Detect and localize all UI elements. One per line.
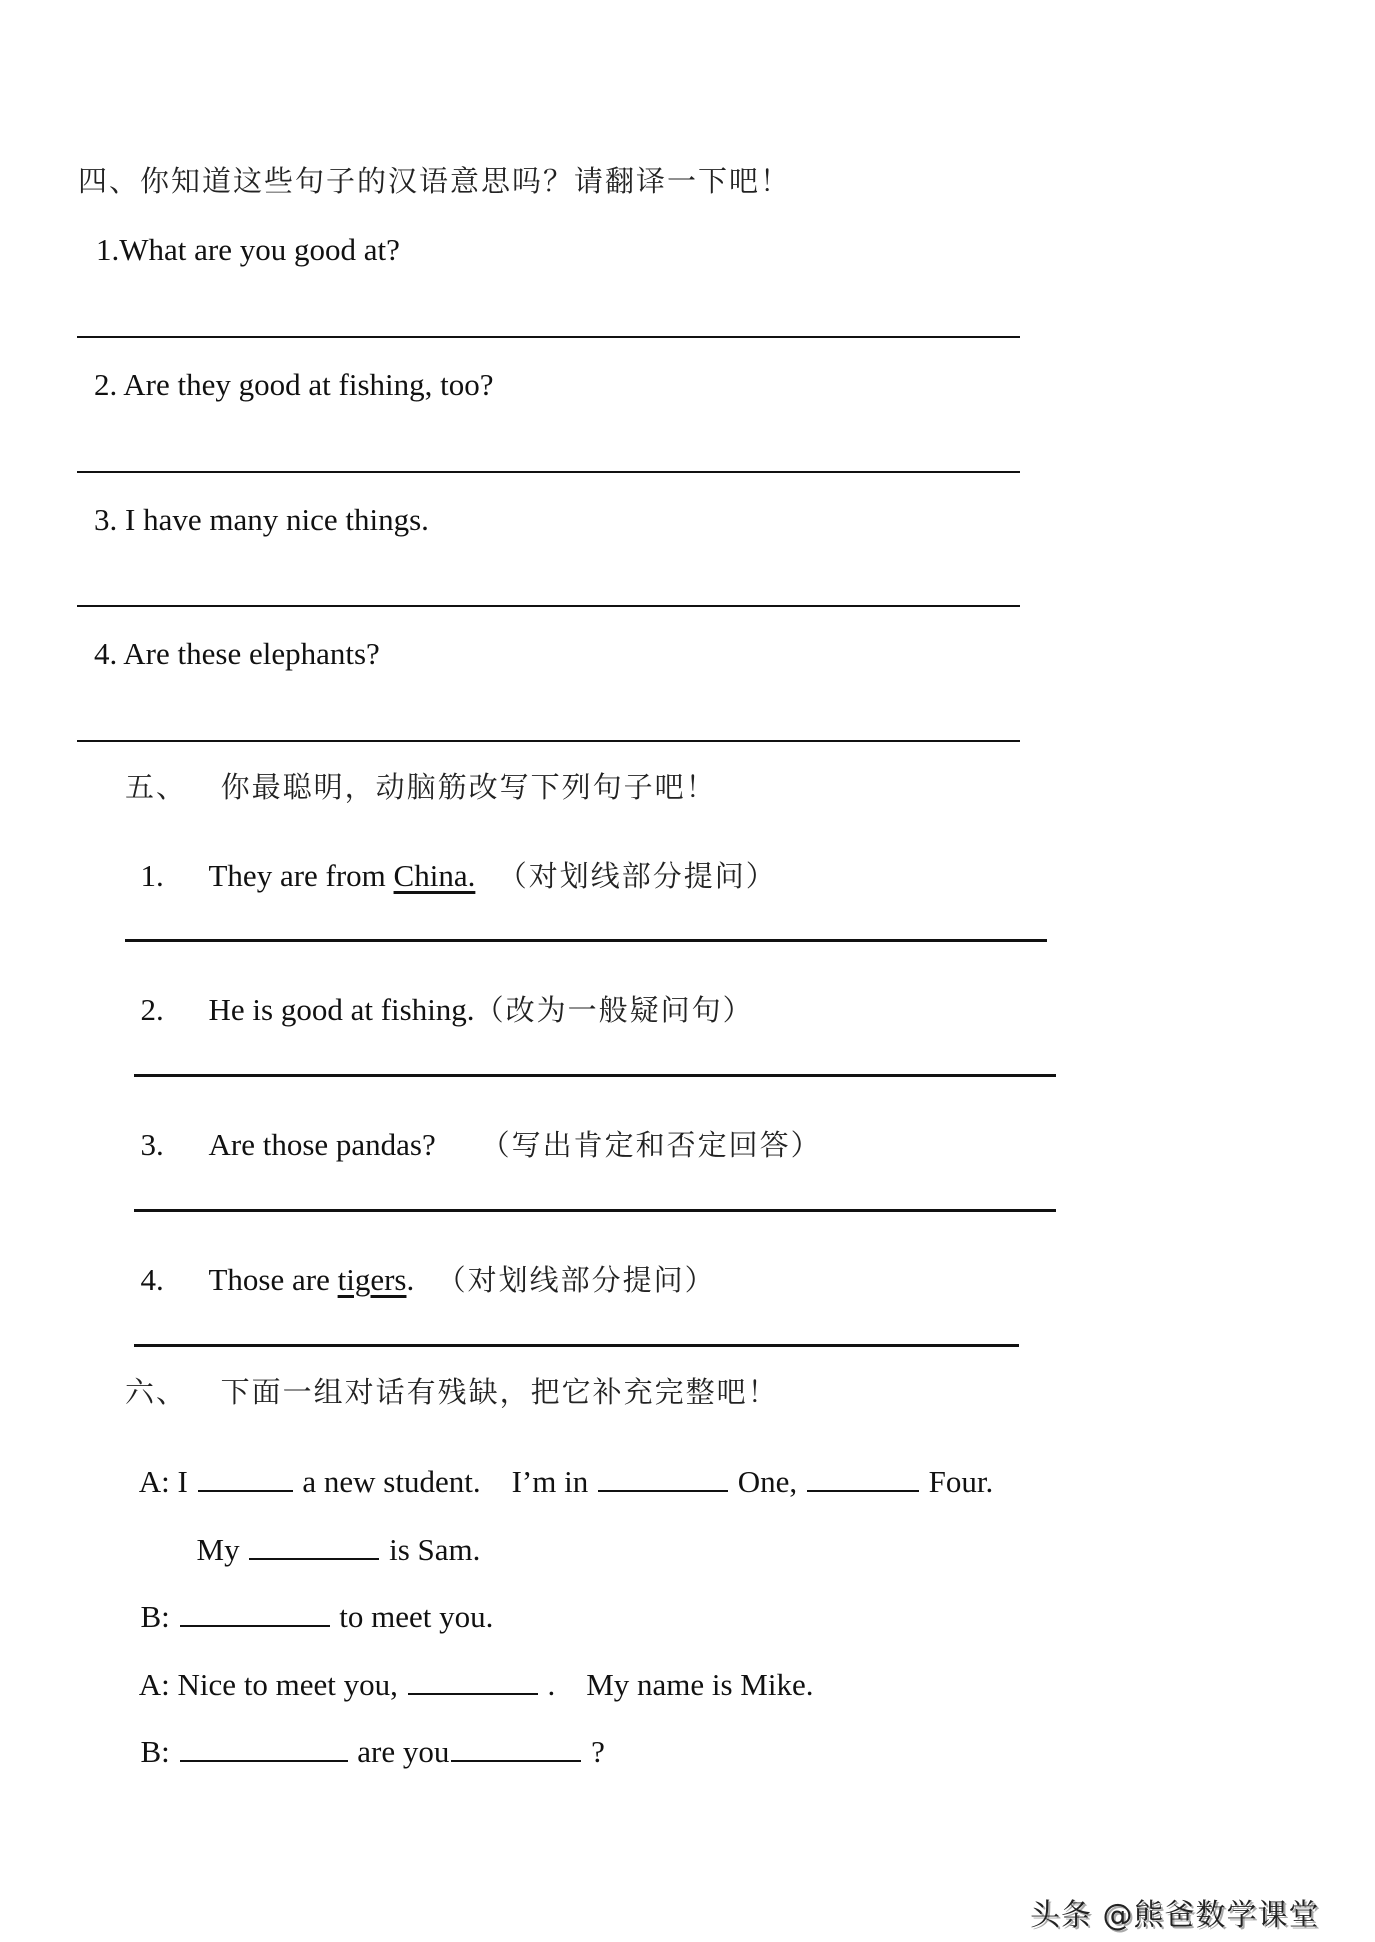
dialogue-text: My	[196, 1532, 248, 1567]
rewrite-item-1	[125, 816, 777, 896]
dialogue-line-5	[125, 1692, 605, 1772]
instruction-note: （对划线部分提问）	[414, 1263, 716, 1297]
dialogue-text: a new student. I’m in	[294, 1464, 596, 1499]
dialogue-text: Four.	[920, 1464, 994, 1499]
blank-5[interactable]	[180, 1599, 330, 1627]
sentence-end: .	[406, 1262, 415, 1297]
item-number: 2.	[140, 992, 164, 1027]
translate-item-1: 1.What are you good at?	[96, 232, 400, 267]
item-number: 3.	[140, 1127, 164, 1162]
item-number: 4.	[140, 1262, 164, 1297]
rewrite-item-4	[125, 1220, 716, 1300]
blank-8[interactable]	[451, 1734, 581, 1762]
rewrite-item-2	[125, 950, 754, 1030]
blank-7[interactable]	[180, 1734, 348, 1762]
sentence: Are those pandas?	[208, 1127, 436, 1162]
translate-item-3: 3. I have many nice things.	[94, 502, 429, 537]
answer-line-4-3[interactable]	[77, 605, 1020, 607]
dialogue-text: . My name is Mike.	[539, 1667, 814, 1702]
section4-heading: 四、你知道这些句子的汉语意思吗？请翻译一下吧！	[78, 164, 792, 198]
underlined-word: China.	[393, 858, 476, 893]
dialogue-text: B:	[140, 1599, 178, 1634]
answer-line-4-4[interactable]	[77, 740, 1020, 742]
section6-heading: 六、 下面一组对话有残缺，把它补充完整吧！	[125, 1375, 779, 1409]
answer-line-5-1[interactable]	[125, 939, 1047, 942]
blank-4[interactable]	[249, 1532, 379, 1560]
dialogue-text: One,	[729, 1464, 805, 1499]
dialogue-text: A: Nice to meet you,	[138, 1667, 406, 1702]
sentence: They are from	[208, 858, 394, 893]
section5-heading: 五、 你最聪明，动脑筋改写下列句子吧！	[125, 770, 717, 804]
answer-line-5-4[interactable]	[134, 1344, 1019, 1347]
blank-6[interactable]	[408, 1667, 538, 1695]
dialogue-text: are you	[349, 1734, 450, 1769]
instruction-note: （写出肯定和否定回答）	[435, 1128, 822, 1162]
answer-line-5-2[interactable]	[134, 1074, 1056, 1077]
instruction-note: （对划线部分提问）	[475, 859, 777, 893]
dialogue-text: ?	[583, 1734, 605, 1769]
dialogue-text: B:	[140, 1734, 178, 1769]
dialogue-text: A: I	[138, 1464, 196, 1499]
underlined-word: tigers	[337, 1262, 407, 1297]
answer-line-5-3[interactable]	[134, 1209, 1056, 1212]
blank-2[interactable]	[598, 1464, 728, 1492]
rewrite-item-3	[125, 1085, 822, 1165]
sentence: He is good at fishing.	[208, 992, 475, 1027]
dialogue-text: to meet you.	[331, 1599, 494, 1634]
answer-line-4-1[interactable]	[77, 336, 1020, 338]
watermark: 头条 @熊爸数学课堂	[1030, 1898, 1320, 1933]
translate-item-2: 2. Are they good at fishing, too?	[94, 367, 494, 402]
instruction-note: （改为一般疑问句）	[474, 993, 754, 1027]
blank-3[interactable]	[807, 1464, 919, 1492]
blank-1[interactable]	[198, 1464, 293, 1492]
sentence: Those are	[208, 1262, 338, 1297]
translate-item-4: 4. Are these elephants?	[94, 636, 380, 671]
answer-line-4-2[interactable]	[77, 471, 1020, 473]
dialogue-text: is Sam.	[381, 1532, 481, 1567]
item-number: 1.	[140, 858, 164, 893]
